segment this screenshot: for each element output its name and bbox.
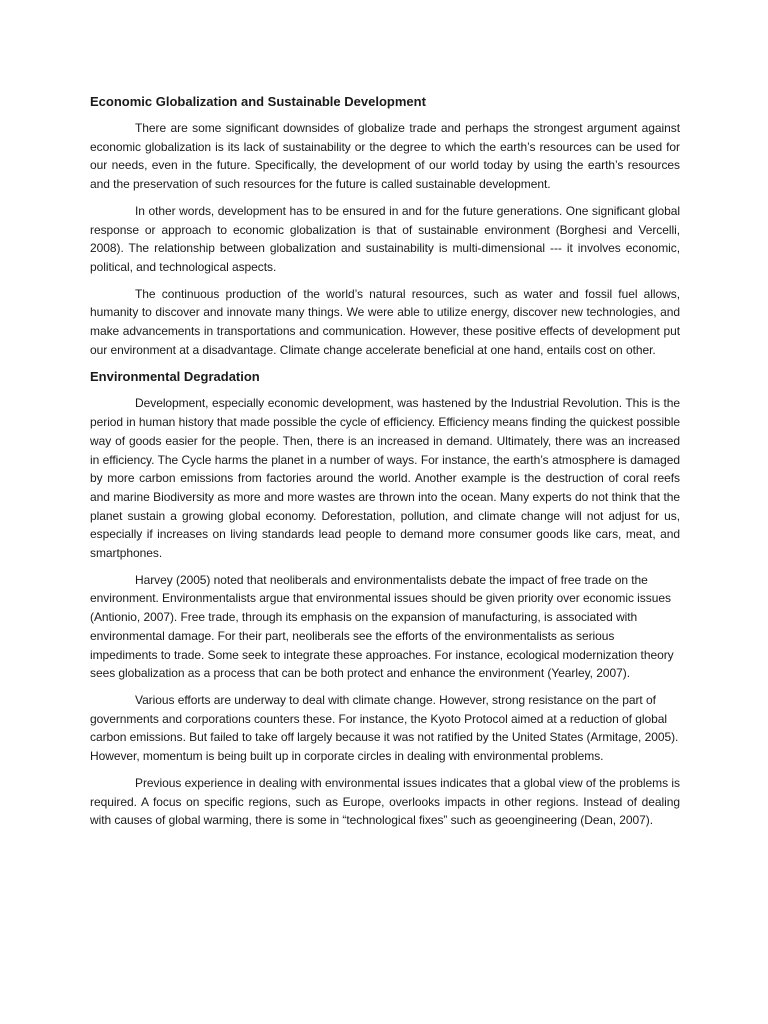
paragraph-harvey: Harvey (2005) noted that neoliberals and environmentalists debate the impact of free trade on the environment. Environmentalists argue that environmental issues should be given priority over economic issues (Antionio, 2007). Free trade, through its emphasis on the expansion of manufacturing, is associated with environmental damage. For their part, neoliberals see the efforts of the environmentalists as serious impediments to trade. Some seek to integrate these approaches. For instance, ecological modernization theory sees globalization as a process that can be both protect and enhance the environment (Yearley, 2007). — [90, 572, 674, 681]
paragraph-future-generations: In other words, development has to be ensured in and for the future generations. One significant global response or approach to economic globalization is that of sustainable environment (Borghesi and Vercelli, 2008). The relationship between globalization and sustainability is multi-dimensional --- it involves economic, political, and technological aspects. — [90, 203, 680, 274]
paragraph-industrial-revolution: Development, especially economic development, was hastened by the Industrial Revolution. This is the period in human history that made possible the cycle of efficiency. Efficiency means finding the quickest possible way of goods easier for the people. Then, there is an increased in demand. Ultimately, there was an increased in efficiency. The Cycle harms the planet in a number of ways. For instance, the earth’s atmosphere is damaged by more carbon emissions from factories around the world. Another example is the destruction of coral reefs and marine Biodiversity as more and more wastes are thrown into the ocean. Many experts do not think that the planet sustain a growing global economy. Deforestation, pollution, and climate change will not adjust for us, especially if increases on living standards lead people to demand more consumer goods like cars, meat, and smartphones. — [90, 396, 680, 561]
paragraph-natural-resources: The continuous production of the world’s natural resources, such as water and fossil fuel allows, humanity to discover and innovate many things. We were able to utilize energy, discover new technologies, and make advancements in transportations and communication. However, these positive effects of development put our environment at a disadvantage. Climate change accelerate beneficial at one hand, entails cost on other. — [90, 286, 680, 357]
paragraph-climate-efforts: Various efforts are underway to deal with climate change. However, strong resistance on the part of governments and corporations counters these. For instance, the Kyoto Protocol aimed at a reduction of global carbon emissions. But failed to take off largely because it was not ratified by the United States (Armitage, 2005). However, momentum is being built up in corporate circles in dealing with environmental problems. — [90, 692, 679, 764]
paragraph-downsides: There are some significant downsides of globalize trade and perhaps the strongest argument against economic globalization is its lack of sustainability or the degree to which the earth’s resources can be used for our needs, even in the future. Specifically, the development of our world today by using the earth’s resources and the preservation of such resources for the future is called sustainable development. — [90, 121, 680, 192]
paragraph-previous-experience: Previous experience in dealing with environmental issues indicates that a global view of the problems is required. A focus on specific regions, such as Europe, overlooks impacts in other regions. Instead of dealing with causes of global warming, there is some in “technological fixes” such as geoengineering (Dean, 2007). — [90, 775, 680, 828]
section-heading-environmental-degradation: Environmental Degradation — [90, 369, 260, 385]
section-heading-economic-globalization: Economic Globalization and Sustainable Development — [90, 94, 426, 109]
